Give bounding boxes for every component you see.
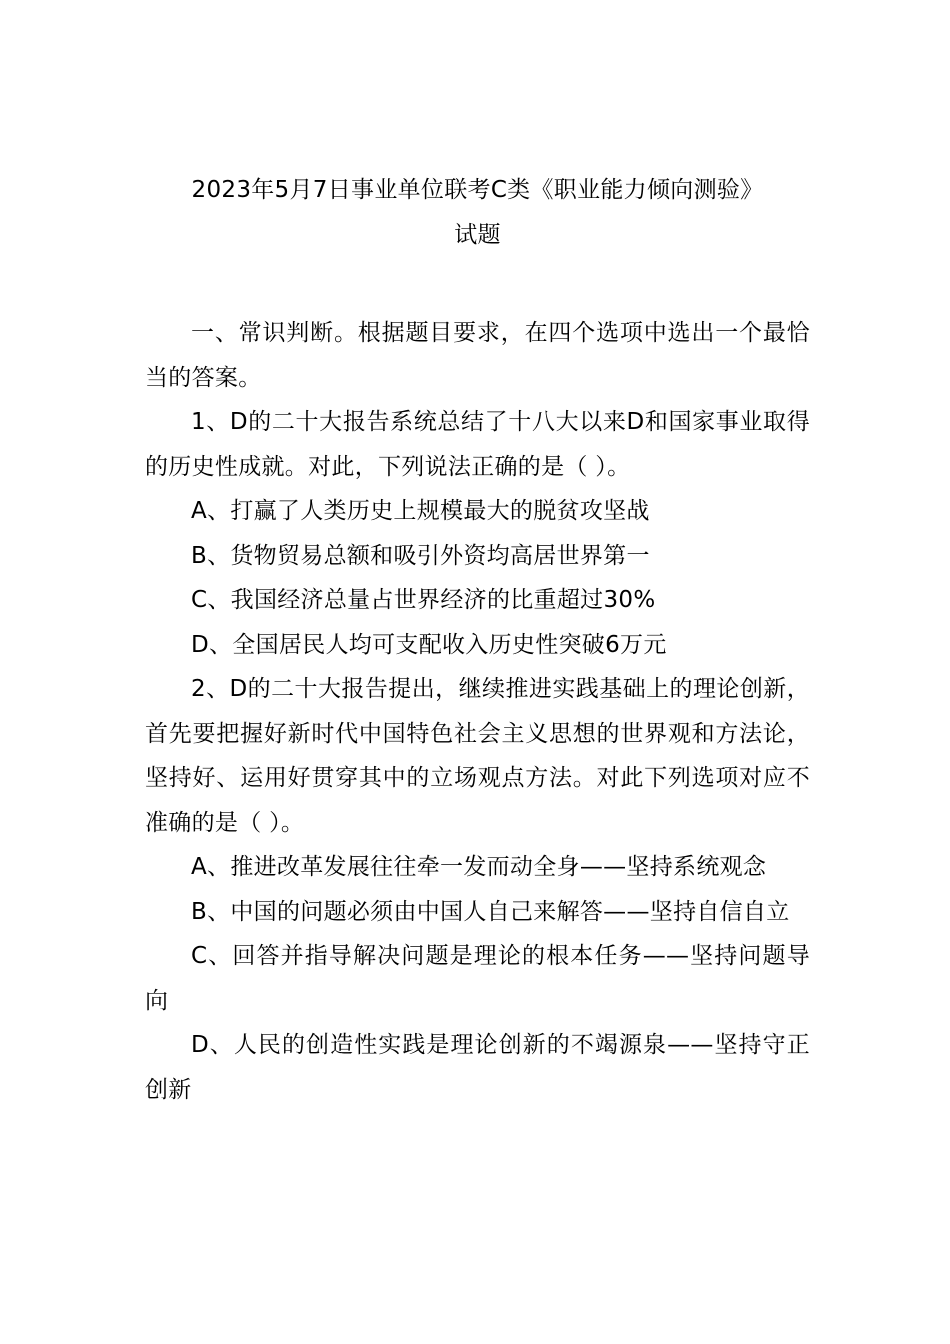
- question-option-c: C、回答并指导解决问题是理论的根本任务——坚持问题导向: [145, 943, 810, 1014]
- question-option-b: B、中国的问题必须由中国人自己来解答——坚持自信自立: [191, 898, 790, 925]
- question-stem: 2、D的二十大报告提出，继续推进实践基础上的理论创新，首先要把握好新时代中国特色社会主义思想的世界观和方法论，坚持好、运用好贯穿其中的立场观点方法。对此下列选项对应不准确的是（ ）。: [145, 676, 810, 836]
- document-title-line-1: 2023年5月7日事业单位联考C类《职业能力倾向测验》: [191, 177, 764, 203]
- question-stem: 1、D的二十大报告系统总结了十八大以来D和国家事业取得的历史性成就。对此，下列说法正确的是（ ）。: [145, 409, 810, 480]
- question-option-d: D、人民的创造性实践是理论创新的不竭源泉——坚持守正创新: [145, 1032, 810, 1103]
- question-option-b: B、货物贸易总额和吸引外资均高居世界第一: [191, 542, 650, 569]
- document-title-line-2: 试题: [454, 221, 501, 248]
- document-body: [145, 168, 810, 1112]
- question-1: [145, 400, 810, 667]
- section-intro: 一、常识判断。根据题目要求，在四个选项中选出一个最恰当的答案。: [145, 320, 810, 391]
- title-spacer: [145, 257, 810, 311]
- question-option-a: A、推进改革发展往往牵一发而动全身——坚持系统观念: [191, 854, 767, 880]
- question-option-a: A、打赢了人类历史上规模最大的脱贫攻坚战: [191, 498, 650, 524]
- question-option-d: D、全国居民人均可支配收入历史性突破6万元: [191, 631, 667, 658]
- question-option-c: C、我国经济总量占世界经济的比重超过30%: [191, 587, 656, 613]
- question-2: [145, 667, 810, 1112]
